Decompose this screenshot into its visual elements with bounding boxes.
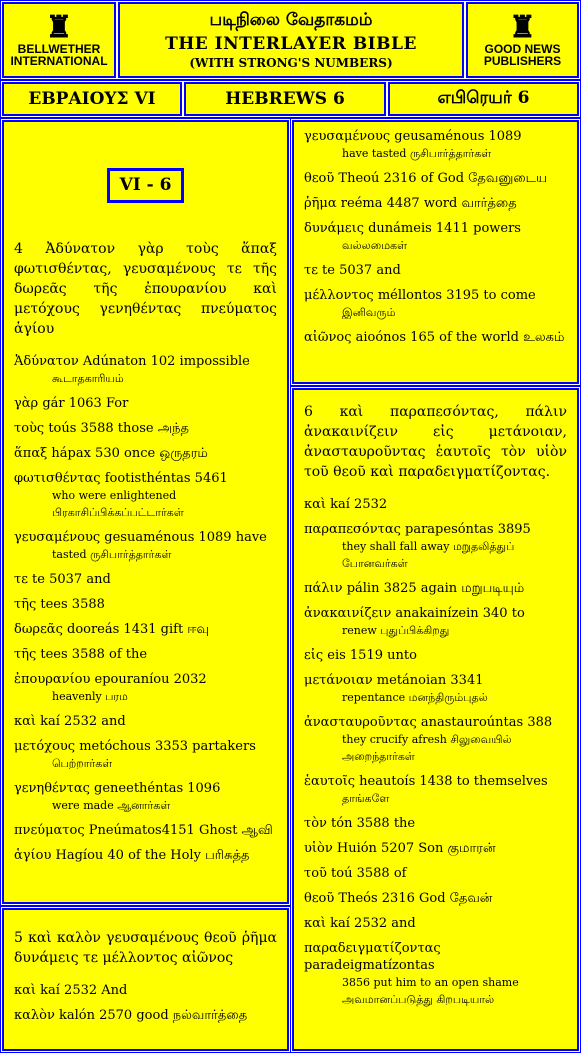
entry-gloss: were made ஆனார்கள் — [52, 799, 171, 812]
entry-line: θεοῦ Theós 2316 God தேவன் — [304, 891, 493, 906]
entry-gloss: வல்லமைகள் — [342, 239, 408, 252]
subtitle: (WITH STRONG'S NUMBERS) — [189, 56, 393, 70]
entry-line: καὶ kaí 2532 And — [14, 983, 128, 998]
figure-icon: ♜ — [45, 11, 73, 44]
word-entry — [14, 621, 277, 638]
entry-gloss: tasted ருசிபார்த்தார்கள் — [52, 548, 172, 561]
right-logo-text: GOOD NEWS PUBLISHERS — [483, 42, 562, 68]
word-entry — [14, 646, 277, 663]
entry-line: πάλιν pálin 3825 again மறுபடியும் — [304, 581, 525, 596]
good-news-logo — [466, 2, 579, 78]
word-entry — [304, 496, 567, 513]
entry-line: εἰς eis 1519 unto — [304, 648, 417, 663]
entry-line: ἀνασταυροῦντας anastauroúntas 388 — [304, 715, 553, 730]
word-entry — [304, 262, 567, 279]
word-entry — [14, 780, 277, 814]
entry-gloss: renew புதுப்பிக்கிறது — [342, 624, 450, 637]
word-entry — [14, 395, 277, 412]
greek-book-title — [2, 82, 182, 116]
tamil-book-label: எபிரெயர் 6 — [437, 88, 530, 108]
entry-gloss: heavenly பரம — [52, 690, 128, 703]
word-entry — [304, 329, 567, 346]
entry-line: υἱὸν Huión 5207 Son குமாரன் — [304, 841, 496, 856]
word-entry — [304, 865, 567, 882]
left-column-verse5 — [2, 908, 289, 1051]
entry-line: φωτισθέντας footisthéntas 5461 — [14, 471, 228, 486]
entry-line: πνεύματος Pneúmatos4151 Ghost ஆவி — [14, 823, 273, 838]
entry-gloss: தாங்களே — [342, 792, 390, 805]
word-entry — [304, 672, 567, 706]
english-book-title — [184, 82, 386, 116]
entry-line: γευσαμένους geusaménous 1089 — [304, 129, 522, 144]
word-entry — [304, 580, 567, 597]
entry-line: καλὸν kalón 2570 good நல்வார்த்தை — [14, 1008, 248, 1023]
word-entry — [304, 940, 567, 1008]
word-entry — [304, 220, 567, 254]
entry-line: ἐπουρανίου epouraníou 2032 — [14, 672, 207, 687]
word-entry — [14, 982, 277, 999]
entry-gloss: கூடாதகாரியம் — [52, 372, 124, 385]
word-entry — [304, 815, 567, 832]
word-entry — [304, 287, 567, 321]
right-column-bottom — [292, 388, 579, 1051]
figure-icon: ♜ — [509, 11, 536, 44]
word-entry — [304, 521, 567, 572]
entry-line: τῆς tees 3588 of the — [14, 647, 148, 662]
right-column-top — [292, 120, 579, 384]
word-entry — [14, 596, 277, 613]
left-logo-text: BELLWETHER INTERNATIONAL — [10, 42, 108, 68]
word-entry — [14, 571, 277, 588]
entry-line: καὶ kaí 2532 and — [14, 714, 126, 729]
word-entry — [14, 671, 277, 705]
word-entry — [14, 420, 277, 437]
entry-line: μετόχους metóchous 3353 partakers — [14, 739, 256, 754]
entry-line: γὰρ gár 1063 For — [14, 396, 129, 411]
right-entries-top — [304, 128, 567, 346]
entry-line: Ἀδύνατον Adúnaton 102 impossible — [14, 354, 250, 369]
entry-line: παραπεσόντας parapesóntas 3895 — [304, 522, 531, 537]
word-entry — [304, 605, 567, 639]
entry-line: γευσαμένους gesuaménous 1089 have — [14, 530, 267, 545]
verse-4-text: 4 Ἀδύνατον γὰρ τοὺς ἅπαξ φωτισθέντας, γευσαμένους τε τῆς δωρεᾶς τῆς ἐπουρανίου καὶ μετόχους γενηθέντας πνεύματος ἁγίου — [14, 241, 277, 337]
word-entry — [304, 714, 567, 765]
title-english: THE INTERLAYER BIBLE — [165, 34, 417, 54]
word-entry — [304, 647, 567, 664]
entry-line: ἅπαξ hápax 530 once ஒருதரம் — [14, 446, 208, 461]
entry-line: δωρεᾶς dooreás 1431 gift ஈவு — [14, 622, 209, 637]
title-tamil: படிநிலை வேதாகமம் — [209, 10, 373, 30]
tamil-book-title — [388, 82, 579, 116]
verse-5-text: 5 καὶ καλὸν γευσαμένους θεοῦ ῥῆμα δυνάμεις τε μέλλοντος αἰῶνος — [14, 930, 277, 966]
entry-line: καὶ kaí 2532 and — [304, 916, 416, 931]
entry-gloss: 3856 put him to an open shame அவமானப்படுத்து கிறபடியால் — [342, 976, 519, 1006]
word-entry — [304, 915, 567, 932]
word-entry — [14, 353, 277, 387]
entry-gloss: பெற்றார்கள் — [52, 757, 113, 770]
entry-line: μετάνοιαν metánoian 3341 — [304, 673, 484, 688]
entry-line: γενηθέντας geneethéntas 1096 — [14, 781, 221, 796]
entry-gloss: they shall fall away மறுதலித்துப் போனவர்கள் — [342, 540, 515, 570]
entry-gloss: who were enlightened பிரகாசிப்பிக்கப்பட்டார்கள் — [52, 489, 184, 519]
entry-line: τοὺς toús 3588 those அந்த — [14, 421, 189, 436]
word-entry — [14, 738, 277, 772]
word-entry — [14, 713, 277, 730]
entry-line: δυνάμεις dunámeis 1411 powers — [304, 221, 521, 236]
bellwether-logo — [2, 2, 116, 78]
word-entry — [304, 195, 567, 212]
right-entries-6 — [304, 496, 567, 1008]
entry-line: τῆς tees 3588 — [14, 597, 105, 612]
word-entry — [304, 773, 567, 807]
greek-book-label: ΕΒΡΑΙΟΥΣ VI — [28, 89, 156, 109]
entry-line: ῥῆμα reéma 4487 word வார்த்தை — [304, 196, 517, 211]
word-entry — [304, 170, 567, 187]
title-block — [118, 2, 464, 78]
entry-line: ἁγίου Hagíou 40 of the Holy பரிசுத்த — [14, 848, 250, 863]
word-entry — [14, 529, 277, 563]
entry-line: τε te 5037 and — [304, 263, 401, 278]
word-entry — [304, 840, 567, 857]
chapter-label: VI - 6 — [107, 168, 185, 203]
entry-line: τε te 5037 and — [14, 572, 111, 587]
left-entries-5 — [14, 982, 277, 1024]
entry-line: ἑαυτοῖς heautoís 1438 to themselves — [304, 774, 548, 789]
entry-line: καὶ kaí 2532 — [304, 497, 388, 512]
entry-line: θεοῦ Theoú 2316 of God தேவனுடைய — [304, 171, 548, 186]
entry-line: τοῦ toú 3588 of — [304, 866, 407, 881]
entry-line: παραδειγματίζοντας paradeigmatízontas — [304, 941, 441, 973]
english-book-label: HEBREWS 6 — [225, 89, 345, 109]
entry-gloss: இனிவரும் — [342, 306, 396, 319]
word-entry — [304, 128, 567, 162]
word-entry — [14, 1007, 277, 1024]
word-entry — [14, 822, 277, 839]
entry-line: ἀνακαινίζειν anakainízein 340 to — [304, 606, 525, 621]
verse-6-text: 6 καὶ παραπεσόντας, πάλιν ἀνακαινίζειν εἰς μετάνοιαν, ἀνασταυροῦντας ἑαυτοῖς τὸν υἱὸν τοῦ θεοῦ καὶ παραδειγματίζοντας. — [304, 404, 567, 480]
entry-gloss: have tasted ருசிபார்த்தார்கள் — [342, 147, 492, 160]
entry-line: τὸν tón 3588 the — [304, 816, 416, 831]
entry-gloss: repentance மனந்திரும்புதல் — [342, 691, 488, 704]
entry-gloss: they crucify afresh சிலுவையில் அறைந்தார்கள் — [342, 733, 512, 763]
entry-line: αἰῶνος aioónos 165 of the world உலகம் — [304, 330, 565, 345]
word-entry — [304, 890, 567, 907]
entry-line: μέλλοντος méllontos 3195 to come — [304, 288, 536, 303]
left-entries — [14, 353, 277, 864]
left-column — [2, 120, 289, 904]
word-entry — [14, 847, 277, 864]
word-entry — [14, 470, 277, 521]
word-entry — [14, 445, 277, 462]
